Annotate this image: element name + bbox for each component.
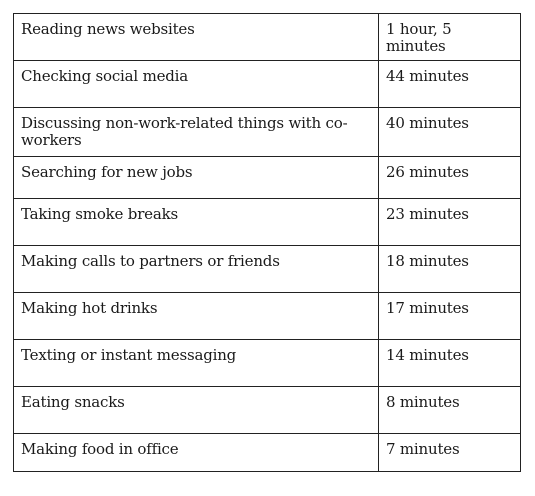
time-cell: 44 minutes <box>379 61 521 108</box>
time-wasting-table-container <box>13 13 520 472</box>
activity-cell: Making food in office <box>14 434 379 472</box>
time-cell: 8 minutes <box>379 387 521 434</box>
table-row <box>14 14 521 61</box>
table-row <box>14 61 521 108</box>
activity-cell: Discussing non-work-related things with co-workers <box>14 108 379 157</box>
time-cell: 40 minutes <box>379 108 521 157</box>
activity-cell: Making calls to partners or friends <box>14 246 379 293</box>
time-cell: 18 minutes <box>379 246 521 293</box>
activity-cell: Reading news websites <box>14 14 379 61</box>
activity-cell: Taking smoke breaks <box>14 199 379 246</box>
activity-cell: Making hot drinks <box>14 293 379 340</box>
table-row <box>14 199 521 246</box>
table-row <box>14 340 521 387</box>
activity-cell: Eating snacks <box>14 387 379 434</box>
time-cell: 1 hour, 5 minutes <box>379 14 521 61</box>
table-row <box>14 293 521 340</box>
table-row <box>14 246 521 293</box>
activity-cell: Checking social media <box>14 61 379 108</box>
time-cell: 7 minutes <box>379 434 521 472</box>
time-wasting-table <box>13 13 521 472</box>
table-row <box>14 387 521 434</box>
time-cell: 23 minutes <box>379 199 521 246</box>
time-cell: 14 minutes <box>379 340 521 387</box>
table-row <box>14 434 521 472</box>
activity-cell: Searching for new jobs <box>14 157 379 199</box>
table-row <box>14 157 521 199</box>
activity-cell: Texting or instant messaging <box>14 340 379 387</box>
time-cell: 26 minutes <box>379 157 521 199</box>
table-row <box>14 108 521 157</box>
time-cell: 17 minutes <box>379 293 521 340</box>
